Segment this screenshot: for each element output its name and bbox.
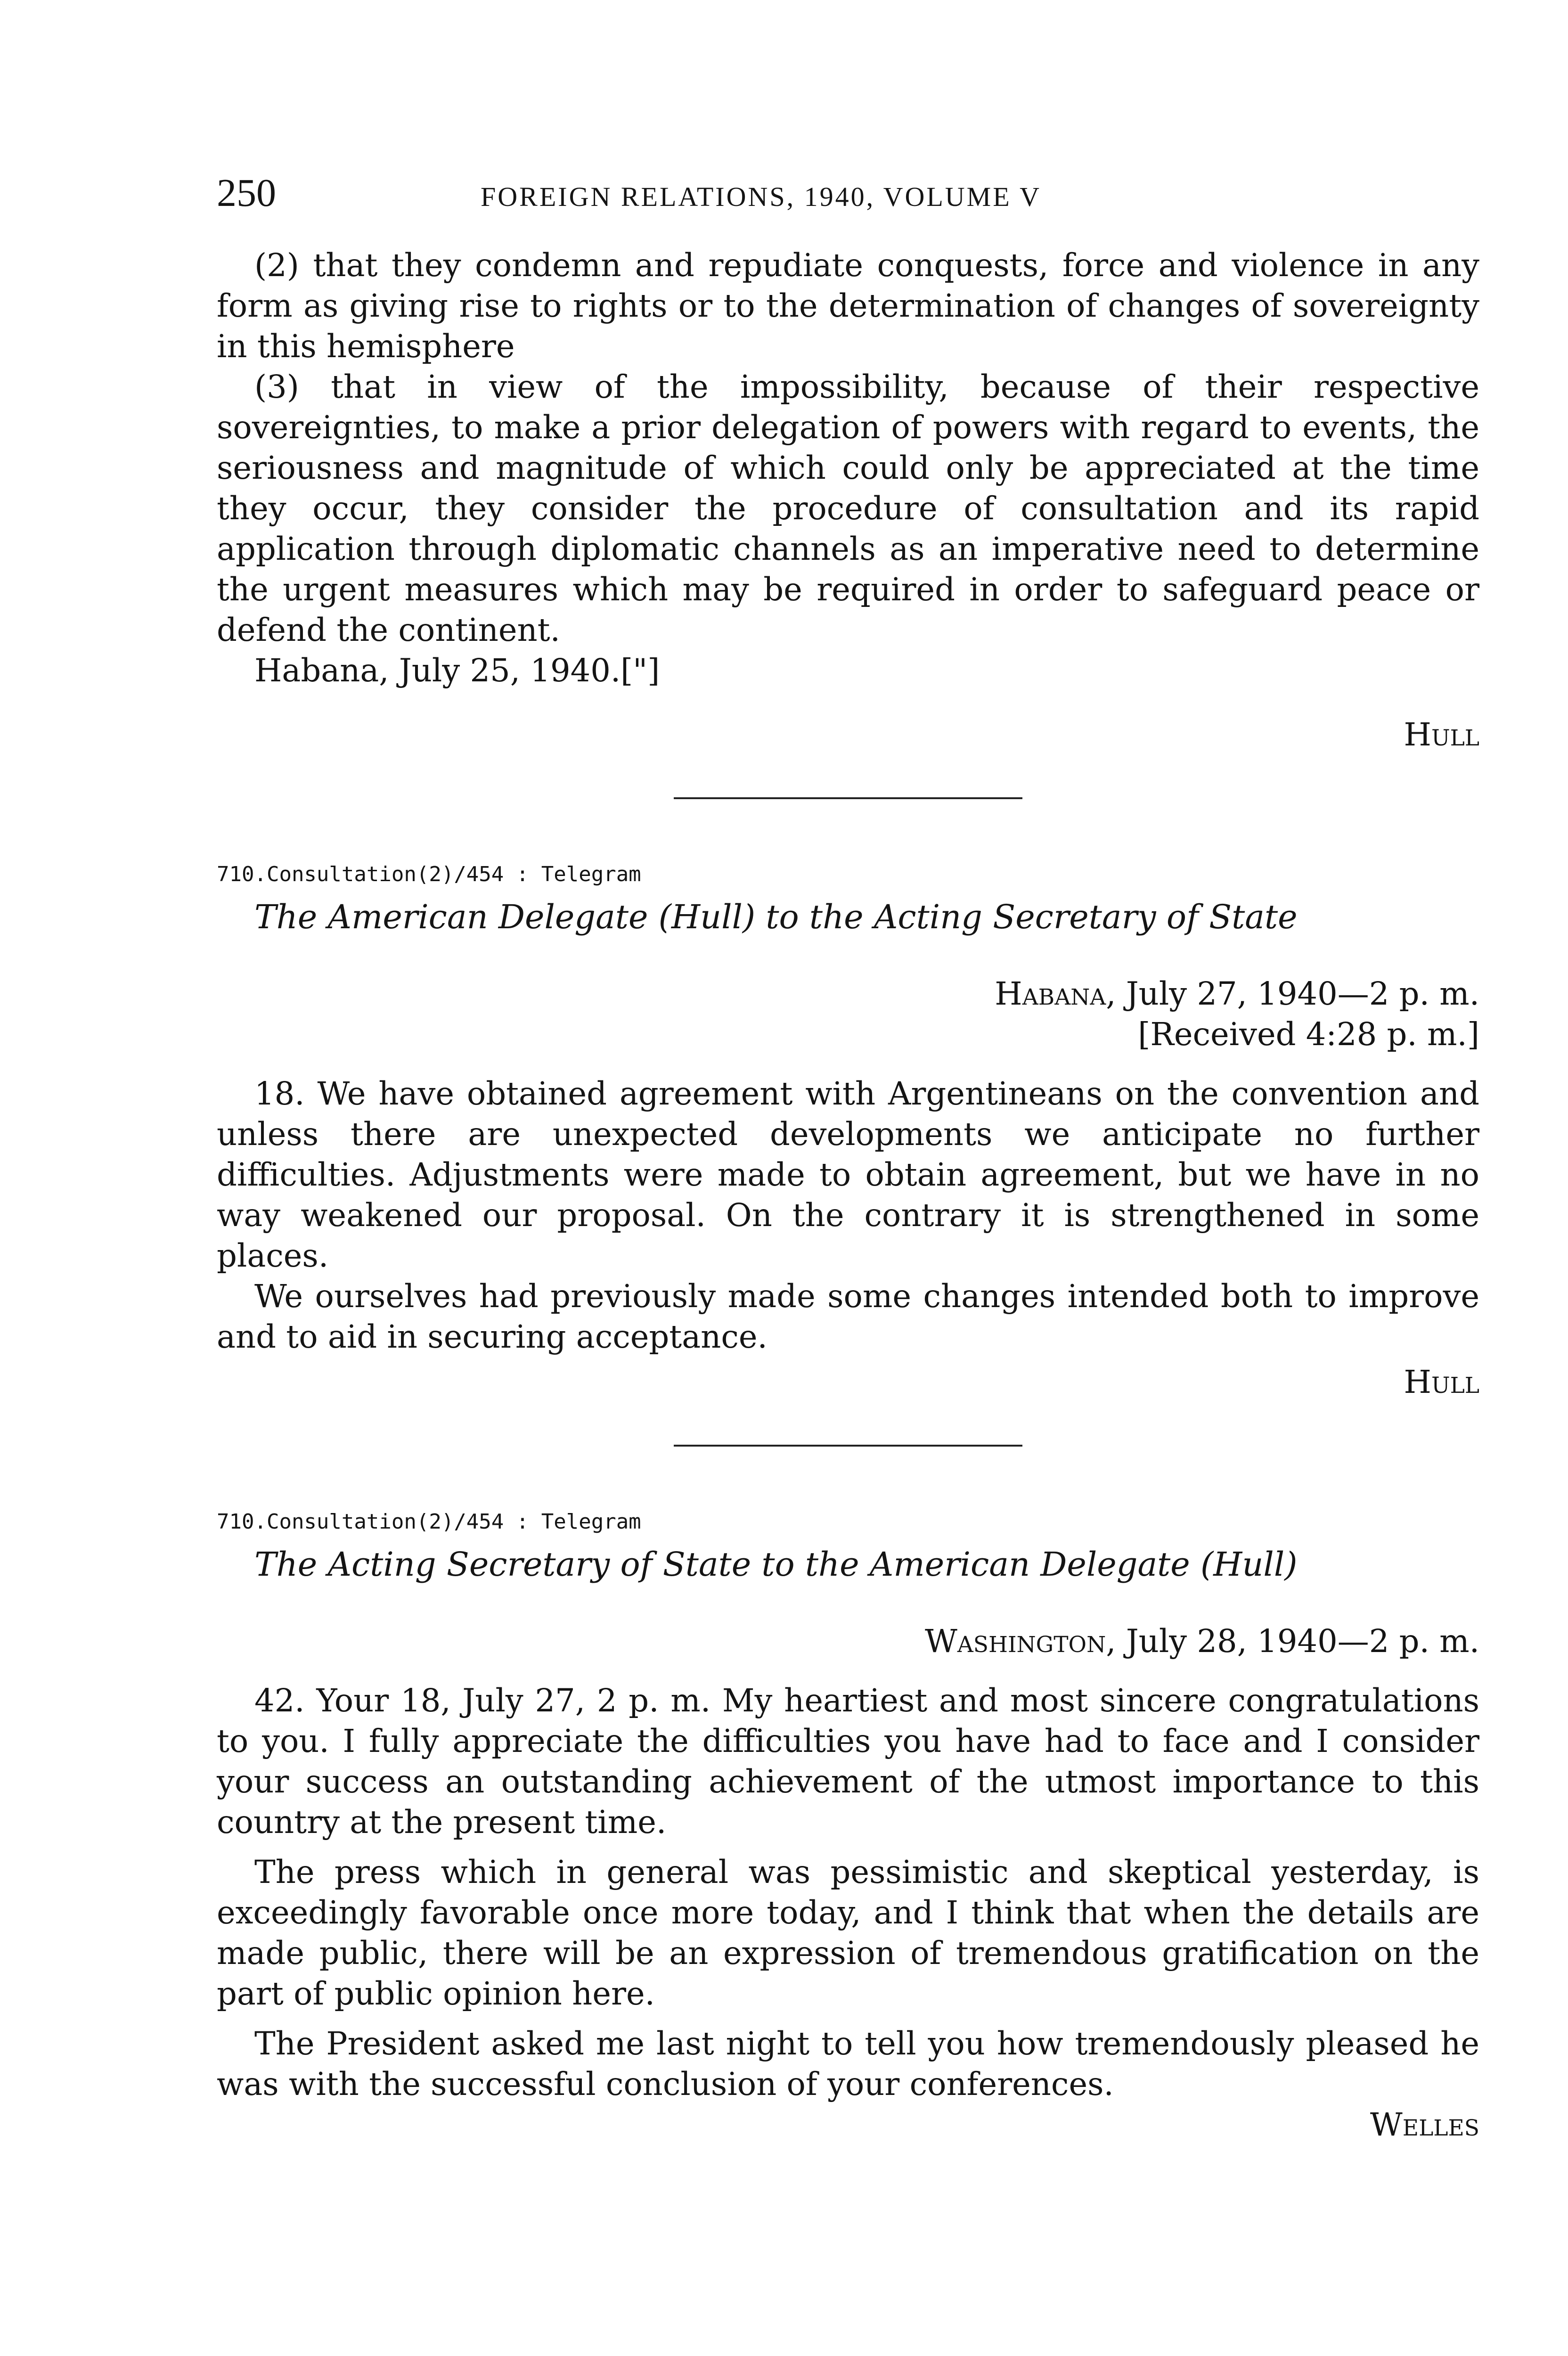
signature-hull-1: Hull <box>1404 716 1479 753</box>
telegram-paragraph: The press which in general was pessimistic and skeptical yesterday, is exceedingly favorable once more today, and I think that when the details are made public, there will be an expression of tremendous gratification on the part of public opinion here. <box>217 1854 1479 2012</box>
section-divider <box>674 797 1022 799</box>
telegram-paragraph: We ourselves had previously made some changes intended both to improve and to aid in securing acceptance. <box>217 1278 1479 1355</box>
declaration-clause-2: (2) that they condemn and repudiate conquests, force and violence in any form as giving rise to rights or to the determination of changes of sovereignty in this hemisphere <box>217 247 1479 365</box>
page-number: 250 <box>217 171 276 215</box>
dateline-place: Habana <box>995 975 1106 1012</box>
running-head <box>217 170 1479 217</box>
dateline-date: , July 27, 1940—2 p. m. <box>1106 975 1479 1012</box>
file-reference: 710.Consultation(2)/454 : Telegram <box>217 862 641 886</box>
document-page <box>217 170 1479 2145</box>
dateline <box>217 973 1479 1014</box>
dateline-date: , July 28, 1940—2 p. m. <box>1106 1623 1479 1660</box>
running-head-title: FOREIGN RELATIONS, 1940, VOLUME V <box>481 181 1041 212</box>
telegram-paragraph: 42. Your 18, July 27, 2 p. m. My heartiest and most sincere congratulations to you. I fully appreciate the difficulties you have had to face and I consider your success an outstanding achievement of the utmost importance to this country at the present time. <box>217 1682 1479 1841</box>
dateline <box>217 1621 1479 1661</box>
dateline-place: Washington <box>924 1623 1106 1660</box>
declaration-clause-3: (3) that in view of the impossibility, because of their respective sovereignties, to make a prior delegation of powers with regard to events, the seriousness and magnitude of which could only be appreciated at the time they occur, they consider the procedure of consultation and its rapid application through diplomatic channels as an imperative need to determine the urgent measures which may be required in order to safeguard peace or defend the continent. <box>217 368 1479 648</box>
file-reference: 710.Consultation(2)/454 : Telegram <box>217 1510 641 1534</box>
telegram-1 <box>217 860 1479 1402</box>
section-divider <box>674 1445 1022 1447</box>
signature-welles: Welles <box>1370 2106 1479 2143</box>
received-time: [Received 4:28 p. m.] <box>1138 1016 1479 1053</box>
signature-hull-2: Hull <box>1404 1364 1479 1400</box>
document-title: The Acting Secretary of State to the American Delegate (Hull) <box>254 1545 1298 1584</box>
document-title: The American Delegate (Hull) to the Acting Secretary of State <box>254 898 1298 936</box>
telegram-paragraph: 18. We have obtained agreement with Argentineans on the convention and unless there are unexpected developments we anticipate no further difficulties. Adjustments were made to obtain agreement, but we have in no way weakened our proposal. On the contrary it is strengthened in some places. <box>217 1075 1479 1274</box>
telegram-2 <box>217 1508 1479 2145</box>
declaration-date: Habana, July 25, 1940.["] <box>254 652 660 689</box>
telegram-paragraph: The President asked me last night to tell you how tremendously pleased he was with the successful conclusion of your conferences. <box>217 2025 1479 2102</box>
declaration-continuation <box>217 245 1479 755</box>
